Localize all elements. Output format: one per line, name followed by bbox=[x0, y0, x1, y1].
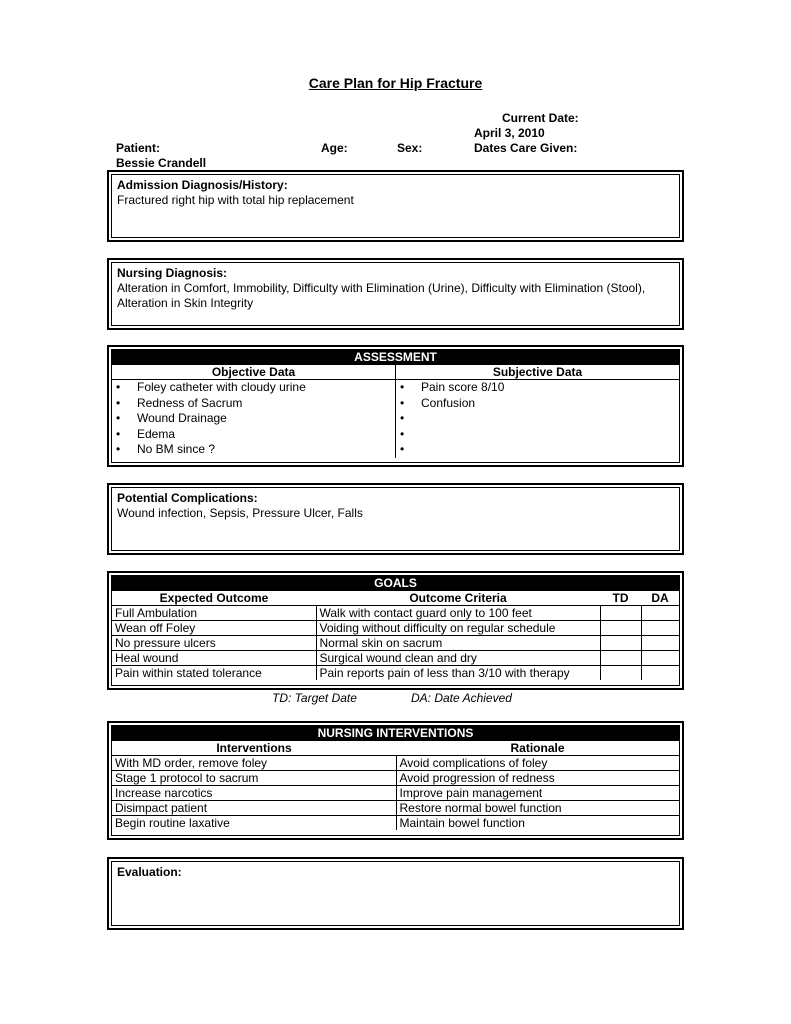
subjective-data-list bbox=[396, 380, 679, 458]
admission-diagnosis-box bbox=[107, 170, 684, 242]
table-row bbox=[112, 756, 679, 771]
table-row bbox=[112, 666, 679, 681]
outcome-criteria-header: Outcome Criteria bbox=[316, 591, 600, 606]
list-item: • Edema bbox=[112, 427, 395, 443]
intervention-cell: With MD order, remove foley bbox=[112, 756, 396, 771]
table-row bbox=[112, 606, 679, 621]
expected-outcome-cell: Heal wound bbox=[112, 651, 316, 666]
assessment-title: ASSESSMENT bbox=[112, 350, 679, 365]
list-item: • Pain score 8/10 bbox=[396, 380, 679, 396]
da-cell bbox=[641, 636, 679, 651]
table-row bbox=[112, 636, 679, 651]
list-item: • No BM since ? bbox=[112, 442, 395, 458]
td-cell bbox=[600, 666, 641, 681]
expected-outcome-cell: Wean off Foley bbox=[112, 621, 316, 636]
list-item: • Redness of Sacrum bbox=[112, 396, 395, 412]
da-legend: DA: Date Achieved bbox=[411, 691, 512, 705]
dates-care-given-label: Dates Care Given: bbox=[474, 141, 578, 155]
nursing-interventions-table bbox=[112, 741, 679, 830]
td-cell bbox=[600, 636, 641, 651]
potential-complications-label: Potential Complications: bbox=[117, 491, 258, 505]
intervention-cell: Increase narcotics bbox=[112, 786, 396, 801]
potential-complications-text: Wound infection, Sepsis, Pressure Ulcer, Falls bbox=[117, 506, 363, 520]
current-date-value: April 3, 2010 bbox=[474, 126, 545, 140]
table-row bbox=[112, 816, 679, 831]
rationale-cell: Restore normal bowel function bbox=[396, 801, 679, 816]
table-row bbox=[112, 651, 679, 666]
da-cell bbox=[641, 621, 679, 636]
rationale-cell: Avoid progression of redness bbox=[396, 771, 679, 786]
admission-diagnosis-label: Admission Diagnosis/History: bbox=[117, 178, 288, 192]
td-header: TD bbox=[600, 591, 641, 606]
td-cell bbox=[600, 606, 641, 621]
td-cell bbox=[600, 621, 641, 636]
nursing-diagnosis-box bbox=[107, 258, 684, 330]
intervention-cell: Stage 1 protocol to sacrum bbox=[112, 771, 396, 786]
goals-box bbox=[107, 571, 684, 690]
outcome-criteria-cell: Walk with contact guard only to 100 feet bbox=[316, 606, 600, 621]
outcome-criteria-cell: Pain reports pain of less than 3/10 with therapy bbox=[316, 666, 600, 681]
list-item bbox=[396, 442, 679, 458]
assessment-table bbox=[112, 365, 679, 458]
table-row bbox=[112, 771, 679, 786]
rationale-cell: Improve pain management bbox=[396, 786, 679, 801]
goals-title: GOALS bbox=[112, 576, 679, 591]
patient-label: Patient: bbox=[116, 141, 161, 155]
rationale-header: Rationale bbox=[396, 741, 679, 756]
outcome-criteria-cell: Voiding without difficulty on regular schedule bbox=[316, 621, 600, 636]
list-item bbox=[396, 427, 679, 443]
rationale-cell: Avoid complications of foley bbox=[396, 756, 679, 771]
nursing-diagnosis-label: Nursing Diagnosis: bbox=[117, 266, 228, 280]
expected-outcome-cell: Pain within stated tolerance bbox=[112, 666, 316, 681]
table-row bbox=[112, 801, 679, 816]
outcome-criteria-cell: Surgical wound clean and dry bbox=[316, 651, 600, 666]
subjective-data-header: Subjective Data bbox=[396, 365, 680, 380]
evaluation-label: Evaluation: bbox=[117, 865, 182, 879]
expected-outcome-cell: No pressure ulcers bbox=[112, 636, 316, 651]
da-cell bbox=[641, 651, 679, 666]
nursing-interventions-title: NURSING INTERVENTIONS bbox=[112, 726, 679, 741]
nursing-diagnosis-text: Alteration in Comfort, Immobility, Difficulty with Elimination (Urine), Difficulty with Elimination (Stool), Alteration in Skin Integrity bbox=[117, 281, 646, 310]
current-date-label: Current Date: bbox=[502, 111, 579, 125]
table-row bbox=[112, 621, 679, 636]
assessment-box bbox=[107, 345, 684, 467]
td-legend: TD: Target Date bbox=[272, 691, 357, 705]
interventions-header: Interventions bbox=[112, 741, 396, 756]
list-item bbox=[396, 411, 679, 427]
objective-data-header: Objective Data bbox=[112, 365, 396, 380]
document-title: Care Plan for Hip Fracture bbox=[308, 75, 483, 91]
objective-data-list bbox=[112, 380, 395, 458]
list-item: • Wound Drainage bbox=[112, 411, 395, 427]
outcome-criteria-cell: Normal skin on sacrum bbox=[316, 636, 600, 651]
age-label: Age: bbox=[321, 141, 348, 155]
expected-outcome-cell: Full Ambulation bbox=[112, 606, 316, 621]
list-item: • Confusion bbox=[396, 396, 679, 412]
nursing-interventions-box bbox=[107, 721, 684, 840]
expected-outcome-header: Expected Outcome bbox=[112, 591, 316, 606]
goals-table bbox=[112, 591, 679, 680]
da-cell bbox=[641, 606, 679, 621]
evaluation-box bbox=[107, 857, 684, 930]
intervention-cell: Disimpact patient bbox=[112, 801, 396, 816]
intervention-cell: Begin routine laxative bbox=[112, 816, 396, 831]
rationale-cell: Maintain bowel function bbox=[396, 816, 679, 831]
table-row bbox=[112, 786, 679, 801]
da-cell bbox=[641, 666, 679, 681]
list-item: • Foley catheter with cloudy urine bbox=[112, 380, 395, 396]
potential-complications-box bbox=[107, 483, 684, 555]
da-header: DA bbox=[641, 591, 679, 606]
admission-diagnosis-text: Fractured right hip with total hip replacement bbox=[117, 193, 354, 207]
patient-name: Bessie Crandell bbox=[116, 156, 207, 170]
sex-label: Sex: bbox=[397, 141, 423, 155]
td-cell bbox=[600, 651, 641, 666]
